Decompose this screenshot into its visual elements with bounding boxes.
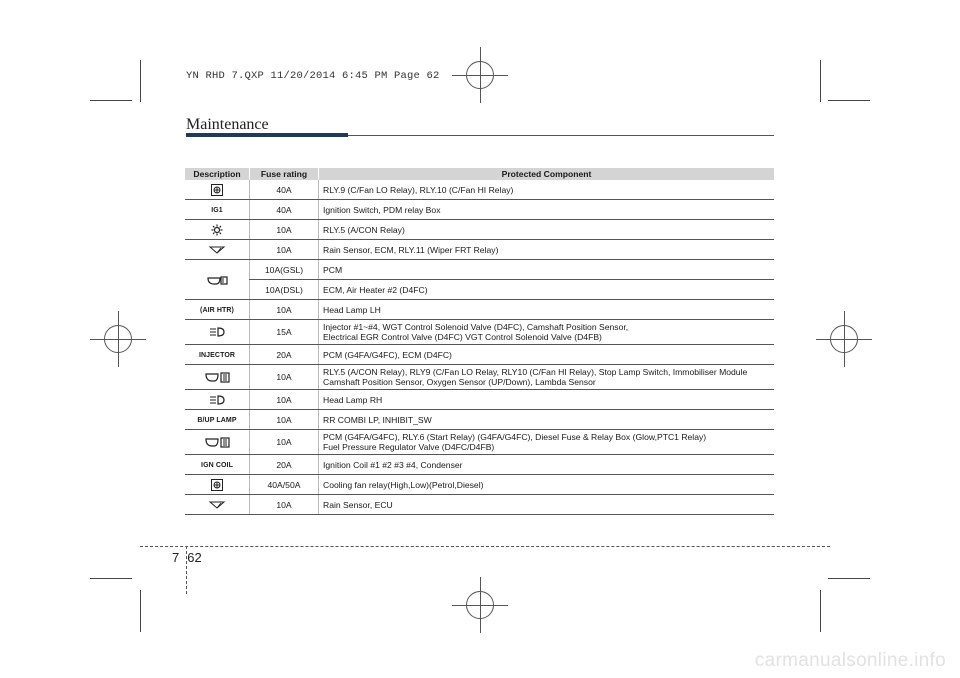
description-cell xyxy=(185,365,250,390)
table-row xyxy=(185,260,774,280)
fuse-rating: 40A xyxy=(250,200,319,220)
fuse-label: B/UP LAMP xyxy=(197,416,237,424)
headlamp-icon xyxy=(209,326,225,338)
fuse-label: IGN COIL xyxy=(201,461,233,469)
wiper-icon xyxy=(208,500,226,510)
component-line: PCM (G4FA/G4FC), RLY.6 (Start Relay) (G4FA/G4FC), Diesel Fuse & Relay Box (Glow,PTC1 Relay) xyxy=(323,432,707,442)
description-cell xyxy=(185,300,250,320)
component-line: Fuel Pressure Regulator Valve (D4FC/D4FB) xyxy=(323,442,495,452)
protected-component: PCM (G4FA/G4FC), ECM (D4FC) xyxy=(319,345,775,365)
fuse-rating: 10A xyxy=(250,300,319,320)
headlamp-icon xyxy=(209,394,225,406)
fuse-rating: 20A xyxy=(250,455,319,475)
table-row xyxy=(185,430,774,455)
crop-mark xyxy=(828,578,870,579)
description-cell xyxy=(185,200,250,220)
watermark: carmanualsonline.info xyxy=(754,650,946,671)
protected-component: RLY.9 (C/Fan LO Relay), RLY.10 (C/Fan HI Relay) xyxy=(319,180,775,200)
fuse-label: (AIR HTR) xyxy=(200,306,234,314)
description-cell xyxy=(185,260,250,300)
fuse-rating: 20A xyxy=(250,345,319,365)
protected-component: Head Lamp RH xyxy=(319,390,775,410)
table-row xyxy=(185,410,774,430)
header-fuse-rating: Fuse rating xyxy=(250,168,319,180)
component-line: Injector #1~#4, WGT Control Solenoid Valve (D4FC), Camshaft Position Sensor, xyxy=(323,322,629,332)
fuse-rating: 10A(DSL) xyxy=(250,280,319,300)
protected-component: Cooling fan relay(High,Low)(Petrol,Diesel) xyxy=(319,475,775,495)
fuse-rating: 10A xyxy=(250,390,319,410)
description-cell xyxy=(185,180,250,200)
description-cell xyxy=(185,430,250,455)
ac-icon xyxy=(211,224,223,236)
table-row xyxy=(185,495,774,515)
protected-component xyxy=(319,320,775,345)
ecu-icon xyxy=(206,274,228,286)
crop-mark xyxy=(828,100,870,101)
protected-component: RLY.5 (A/CON Relay) xyxy=(319,220,775,240)
protected-component: Rain Sensor, ECM, RLY.11 (Wiper FRT Relay) xyxy=(319,240,775,260)
header-description: Description xyxy=(185,168,250,180)
fuse-label: INJECTOR xyxy=(198,351,236,359)
header-protected-component: Protected Component xyxy=(319,168,775,180)
fuse-rating: 10A xyxy=(250,430,319,455)
print-slug: YN RHD 7.QXP 11/20/2014 6:45 PM Page 62 xyxy=(186,70,440,82)
table-row xyxy=(185,320,774,345)
protected-component: PCM xyxy=(319,260,775,280)
page-number xyxy=(172,550,202,565)
protected-component: ECM, Air Heater #2 (D4FC) xyxy=(319,280,775,300)
table-row xyxy=(185,280,774,300)
wiper-icon xyxy=(208,245,226,255)
fuse-table xyxy=(185,168,774,515)
table-row xyxy=(185,345,774,365)
description-cell xyxy=(185,390,250,410)
description-cell xyxy=(185,240,250,260)
description-cell xyxy=(185,345,250,365)
fan-fuse-icon xyxy=(211,479,223,491)
fuse-rating: 10A xyxy=(250,410,319,430)
table-row xyxy=(185,200,774,220)
description-cell xyxy=(185,475,250,495)
title-underline-bar xyxy=(186,133,348,137)
crop-mark xyxy=(90,578,132,579)
crop-mark xyxy=(140,60,141,102)
protected-component xyxy=(319,430,775,455)
fuse-rating: 10A xyxy=(250,220,319,240)
chapter-number: 7 xyxy=(172,550,180,565)
crop-mark xyxy=(90,100,132,101)
description-cell xyxy=(185,220,250,240)
fuse-rating: 10A xyxy=(250,495,319,515)
table-row xyxy=(185,180,774,200)
table-row xyxy=(185,365,774,390)
component-line: Camshaft Position Sensor, Oxygen Sensor (UP/Down), Lambda Sensor xyxy=(323,377,596,387)
table-row xyxy=(185,455,774,475)
table-row xyxy=(185,240,774,260)
title-rule xyxy=(348,135,774,136)
component-line: Electrical EGR Control Valve (D4FC) VGT Control Solenoid Valve (D4FB) xyxy=(323,332,602,342)
protected-component xyxy=(319,365,775,390)
table-row xyxy=(185,220,774,240)
fuse-rating: 10A(GSL) xyxy=(250,260,319,280)
fuse-rating: 10A xyxy=(250,240,319,260)
fuse-label: IG1 xyxy=(211,206,223,214)
description-cell xyxy=(185,320,250,345)
fuse-rating: 40A/50A xyxy=(250,475,319,495)
crop-mark xyxy=(820,60,821,102)
fan-fuse-icon xyxy=(211,184,223,196)
fuse-rating: 15A xyxy=(250,320,319,345)
crop-mark xyxy=(140,590,141,632)
protected-component: RR COMBI LP, INHIBIT_SW xyxy=(319,410,775,430)
fuse-rating: 10A xyxy=(250,365,319,390)
table-row xyxy=(185,300,774,320)
page-number-value: 62 xyxy=(187,550,202,565)
footer-dashed-rule xyxy=(140,546,830,547)
engine-module-icon xyxy=(204,436,230,448)
protected-component: Rain Sensor, ECU xyxy=(319,495,775,515)
protected-component: Ignition Coil #1 #2 #3 #4, Condenser xyxy=(319,455,775,475)
description-cell xyxy=(185,495,250,515)
section-title: Maintenance xyxy=(186,116,269,133)
component-line: RLY.5 (A/CON Relay), RLY9 (C/Fan LO Relay, RLY10 (C/Fan HI Relay), Stop Lamp Switch, Immobiliser Module xyxy=(323,367,748,377)
description-cell xyxy=(185,410,250,430)
fuse-rating: 40A xyxy=(250,180,319,200)
table-row xyxy=(185,475,774,495)
description-cell xyxy=(185,455,250,475)
engine-module-icon xyxy=(204,371,230,383)
protected-component: Ignition Switch, PDM relay Box xyxy=(319,200,775,220)
protected-component: Head Lamp LH xyxy=(319,300,775,320)
crop-mark xyxy=(820,590,821,632)
table-row xyxy=(185,390,774,410)
